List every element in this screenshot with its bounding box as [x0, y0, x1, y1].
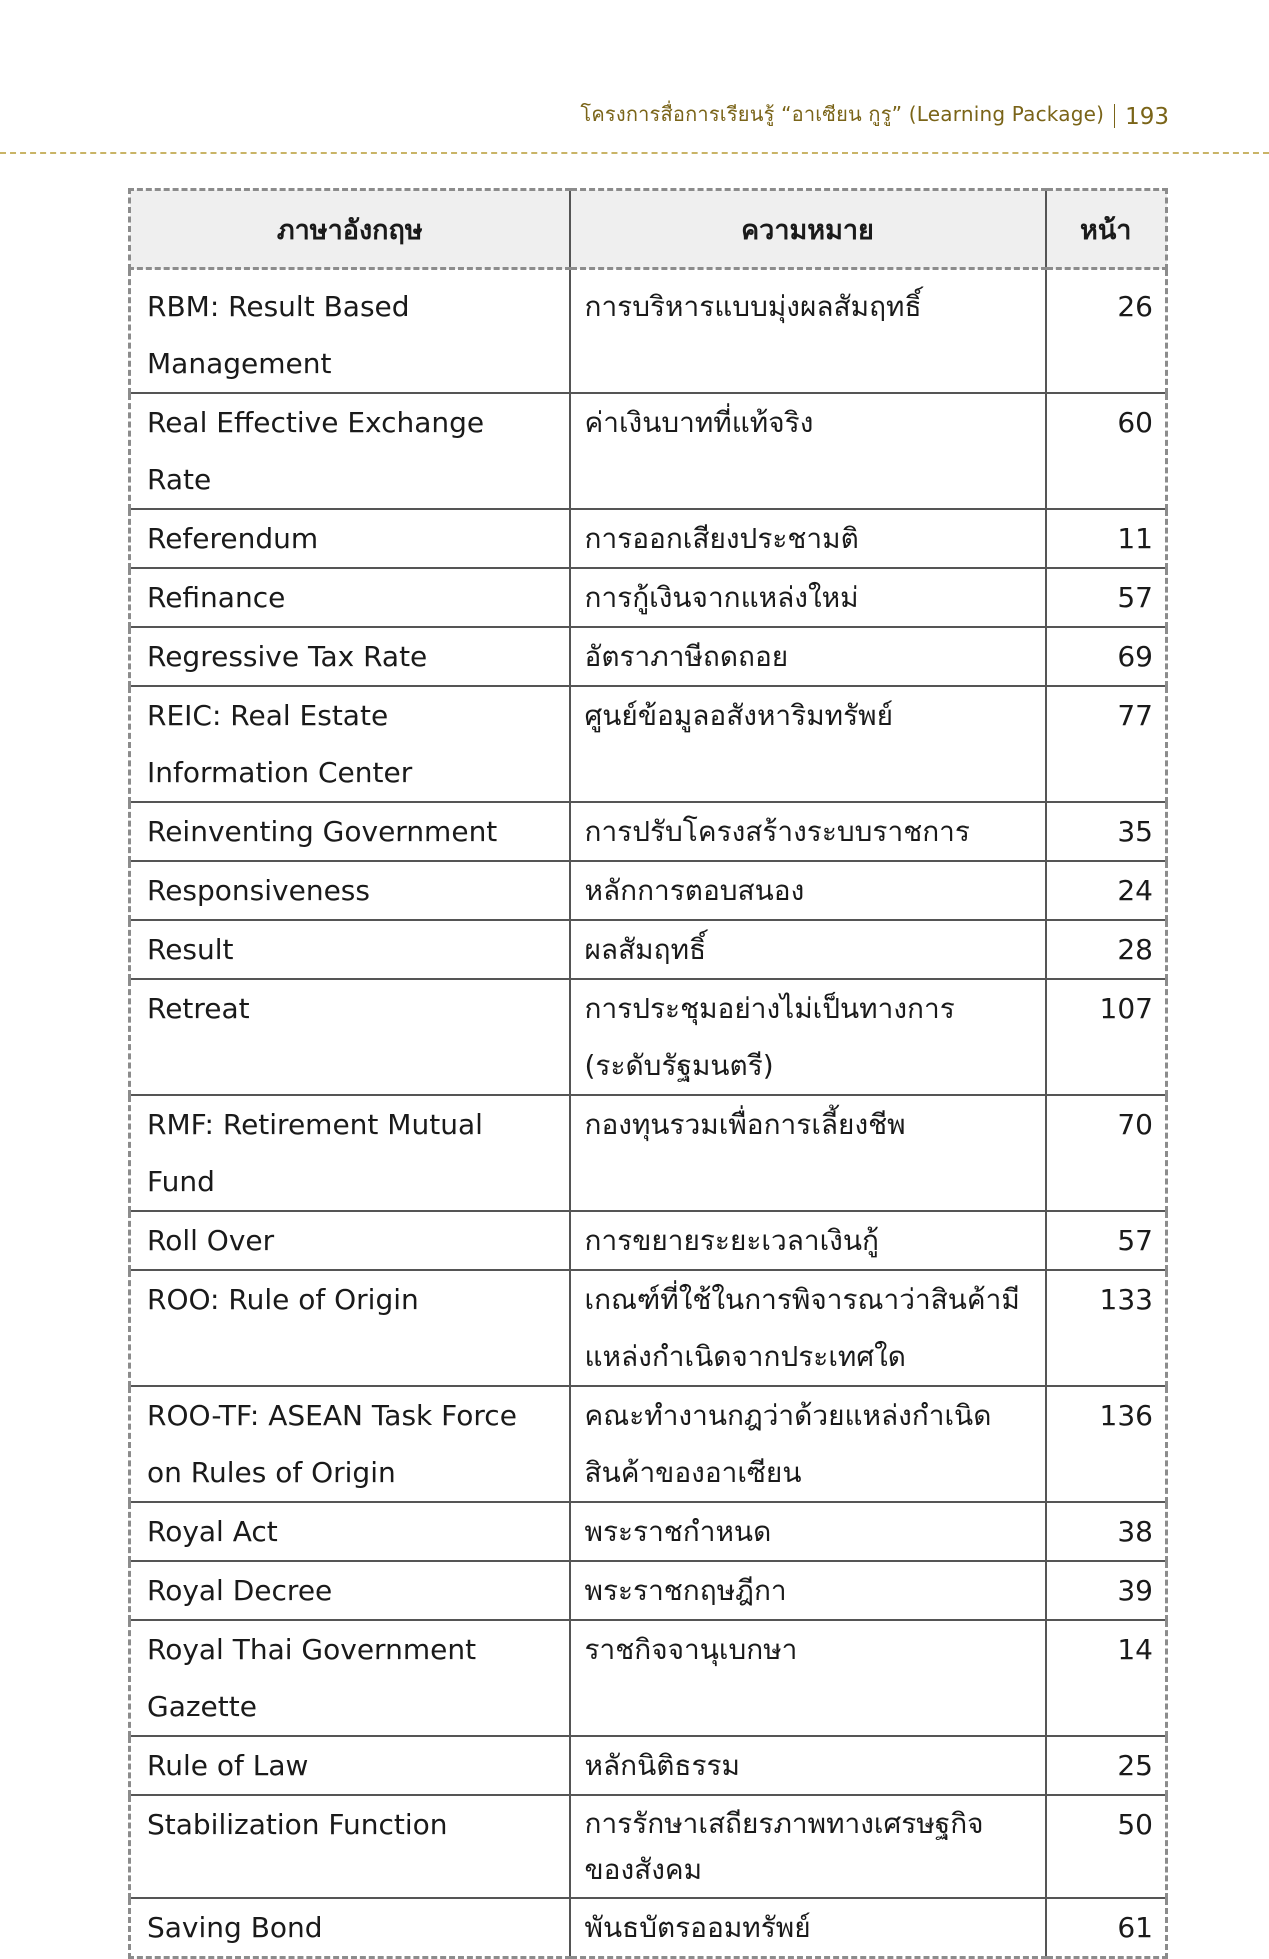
term-english: Royal Decree [130, 1561, 570, 1620]
term-thai-meaning: หลักการตอบสนอง [570, 861, 1046, 920]
term-page-number: 57 [1046, 568, 1167, 627]
column-header-page: หน้า [1046, 190, 1167, 269]
term-page-number: 38 [1046, 1502, 1167, 1561]
term-page-number: 50 [1046, 1795, 1167, 1898]
glossary-table-container [128, 188, 1165, 1959]
table-row [130, 1502, 1167, 1561]
term-english: Reinventing Government [130, 802, 570, 861]
term-english: ROO: Rule of Origin [130, 1270, 570, 1386]
term-english: Saving Bond [130, 1898, 570, 1958]
glossary-table-body [130, 269, 1167, 1958]
term-page-number: 69 [1046, 627, 1167, 686]
term-english: Royal Thai Government Gazette [130, 1620, 570, 1736]
table-row [130, 393, 1167, 509]
term-page-number: 60 [1046, 393, 1167, 509]
term-page-number: 25 [1046, 1736, 1167, 1795]
term-thai-meaning: ค่าเงินบาทที่แท้จริง [570, 393, 1046, 509]
header-divider [1114, 104, 1115, 128]
term-page-number: 107 [1046, 979, 1167, 1095]
term-thai-meaning: การออกเสียงประชามติ [570, 509, 1046, 568]
term-thai-meaning: พระราชกฤษฎีกา [570, 1561, 1046, 1620]
table-row [130, 1795, 1167, 1898]
term-english: Regressive Tax Rate [130, 627, 570, 686]
table-row [130, 686, 1167, 802]
table-row [130, 1386, 1167, 1502]
table-row [130, 1898, 1167, 1958]
term-page-number: 39 [1046, 1561, 1167, 1620]
table-row [130, 1095, 1167, 1211]
table-header-row [130, 190, 1167, 269]
table-row [130, 1736, 1167, 1795]
term-thai-meaning: พระราชกำหนด [570, 1502, 1046, 1561]
term-english: Stabilization Function [130, 1795, 570, 1898]
header-dashed-rule [0, 152, 1269, 154]
table-row [130, 509, 1167, 568]
term-page-number: 61 [1046, 1898, 1167, 1958]
term-thai-meaning: ราชกิจจานุเบกษา [570, 1620, 1046, 1736]
term-english: ROO-TF: ASEAN Task Force on Rules of Origin [130, 1386, 570, 1502]
table-row [130, 1620, 1167, 1736]
term-page-number: 24 [1046, 861, 1167, 920]
table-row [130, 861, 1167, 920]
term-english: Real Effective Exchange Rate [130, 393, 570, 509]
term-thai-meaning: ผลสัมฤทธิ์ [570, 920, 1046, 979]
term-thai-meaning: เกณฑ์ที่ใช้ในการพิจารณาว่าสินค้ามีแหล่งกำเนิดจากประเทศใด [570, 1270, 1046, 1386]
term-page-number: 14 [1046, 1620, 1167, 1736]
table-row [130, 568, 1167, 627]
table-row [130, 920, 1167, 979]
term-english: Royal Act [130, 1502, 570, 1561]
column-header-meaning: ความหมาย [570, 190, 1046, 269]
term-page-number: 70 [1046, 1095, 1167, 1211]
term-page-number: 133 [1046, 1270, 1167, 1386]
header-title: โครงการสื่อการเรียนรู้ “อาเซียน กูรู” (Learning Package) [580, 102, 1105, 126]
term-thai-meaning: การปรับโครงสร้างระบบราชการ [570, 802, 1046, 861]
term-page-number: 57 [1046, 1211, 1167, 1270]
table-row [130, 1270, 1167, 1386]
table-row [130, 979, 1167, 1095]
page-number: 193 [1125, 104, 1169, 130]
term-thai-meaning: การกู้เงินจากแหล่งใหม่ [570, 568, 1046, 627]
term-english: REIC: Real Estate Information Center [130, 686, 570, 802]
table-row [130, 1211, 1167, 1270]
term-english: Result [130, 920, 570, 979]
term-english: Roll Over [130, 1211, 570, 1270]
term-english: Rule of Law [130, 1736, 570, 1795]
column-header-english: ภาษาอังกฤษ [130, 190, 570, 269]
table-row [130, 802, 1167, 861]
term-english: Retreat [130, 979, 570, 1095]
term-thai-meaning: กองทุนรวมเพื่อการเลี้ยงชีพ [570, 1095, 1046, 1211]
table-row [130, 269, 1167, 394]
term-page-number: 35 [1046, 802, 1167, 861]
term-thai-meaning: การรักษาเสถียรภาพทางเศรษฐกิจของสังคม [570, 1795, 1046, 1898]
term-english: RBM: Result Based Management [130, 269, 570, 394]
term-thai-meaning: อัตราภาษีถดถอย [570, 627, 1046, 686]
running-header [580, 98, 1169, 130]
glossary-table [128, 188, 1168, 1959]
term-english: Refinance [130, 568, 570, 627]
term-page-number: 77 [1046, 686, 1167, 802]
table-row [130, 627, 1167, 686]
term-page-number: 28 [1046, 920, 1167, 979]
term-thai-meaning: หลักนิติธรรม [570, 1736, 1046, 1795]
term-thai-meaning: การบริหารแบบมุ่งผลสัมฤทธิ์ [570, 269, 1046, 394]
term-thai-meaning: การขยายระยะเวลาเงินกู้ [570, 1211, 1046, 1270]
table-row [130, 1561, 1167, 1620]
term-english: Responsiveness [130, 861, 570, 920]
term-page-number: 11 [1046, 509, 1167, 568]
term-page-number: 136 [1046, 1386, 1167, 1502]
term-english: RMF: Retirement Mutual Fund [130, 1095, 570, 1211]
term-thai-meaning: การประชุมอย่างไม่เป็นทางการ (ระดับรัฐมนตรี) [570, 979, 1046, 1095]
term-thai-meaning: ศูนย์ข้อมูลอสังหาริมทรัพย์ [570, 686, 1046, 802]
term-page-number: 26 [1046, 269, 1167, 394]
term-english: Referendum [130, 509, 570, 568]
term-thai-meaning: พันธบัตรออมทรัพย์ [570, 1898, 1046, 1958]
term-thai-meaning: คณะทำงานกฎว่าด้วยแหล่งกำเนิดสินค้าของอาเซียน [570, 1386, 1046, 1502]
